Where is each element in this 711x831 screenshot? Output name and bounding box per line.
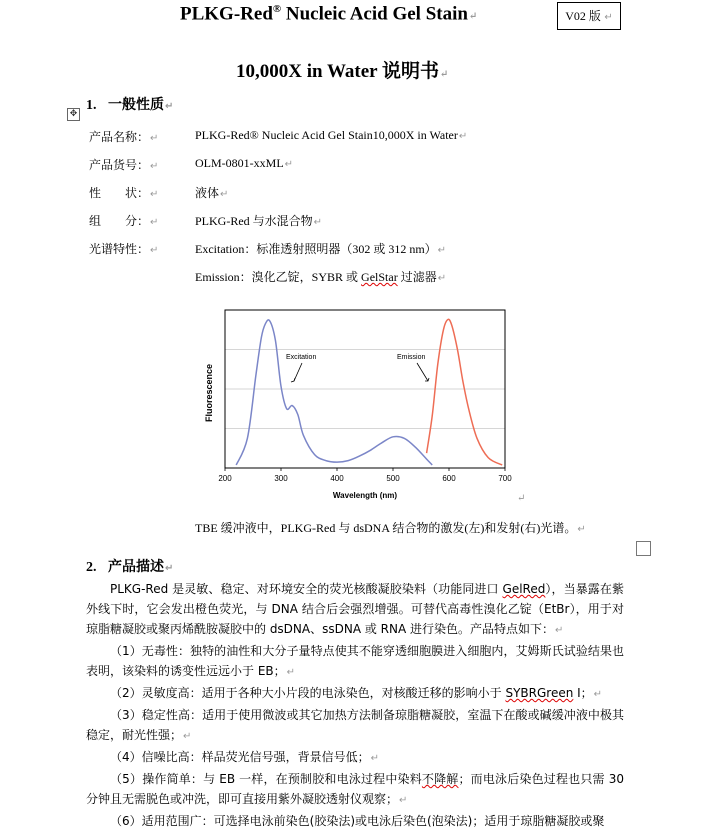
value-product-code: OLM-0801-xxML↵ (195, 156, 294, 170)
spectrum-chart (198, 305, 520, 505)
checkbox[interactable] (636, 541, 651, 556)
x-tick-label-700: 700 (498, 474, 512, 483)
x-tick-label-500: 500 (386, 474, 400, 483)
section-2-body (86, 579, 624, 831)
intro-paragraph: PLKG-Red 是灵敏、稳定、对环境安全的荧光核酸凝胶染料（功能同进口 GelRed），当暴露在紫外线下时，它会发出橙色荧光，与 DNA 结合后会强烈增强。可替代高毒性溴化乙锭（EtBr），用于对琼脂糖凝胶或聚丙烯酰胺凝胶中的 dsDNA、ssDNA 或 RNA 进行染色。产品特点如下：↵ (86, 582, 624, 636)
x-axis-label: Wavelength (nm) (332, 491, 398, 500)
section-1-heading: 1. 一般性质↵ (86, 97, 174, 113)
document-title: PLKG-Red® Nucleic Acid Gel Stain↵ (180, 3, 478, 25)
label-spectral: 光谱特性：↵ (89, 242, 159, 256)
value-product-name: PLKG-Red® Nucleic Acid Gel Stain10,000X in Water↵ (195, 128, 468, 142)
feature-3: （3）稳定性高：适用于使用微波或其它加热方法制备琼脂糖凝胶，室温下在酸或碱缓冲液中极其稳定，耐光性强；↵ (86, 708, 624, 742)
feature-4: （4）信噪比高：样品荧光信号强，背景信号低；↵ (110, 750, 380, 764)
label-product-code: 产品货号：↵ (89, 158, 159, 172)
label-appearance: 性 状：↵ (89, 186, 159, 200)
chart-grid (225, 350, 505, 429)
x-tick-label-400: 400 (330, 474, 344, 483)
emission-annotation: Emission (397, 354, 426, 361)
feature-2: （2）灵敏度高：适用于各种大小片段的电泳染色，对核酸迁移的影响小于 SYBRGreen I；↵ (110, 686, 603, 700)
value-emission: Emission：溴化乙锭，SYBR 或 GelStar 过滤器↵ (195, 270, 447, 284)
version-box: V02 版 ↵ (557, 2, 621, 30)
label-product-name: 产品名称：↵ (89, 130, 159, 144)
y-axis-label: Fluorescence (204, 363, 214, 423)
section-2-heading: 2. 产品描述↵ (86, 559, 174, 575)
chart-caption: TBE 缓冲液中，PLKG-Red 与 dsDNA 结合物的激发(左)和发射(右)光谱。↵ (195, 521, 586, 535)
feature-5: （5）操作简单：与 EB 一样，在预制胶和电泳过程中染料不降解；而电泳后染色过程也只需 30 分钟且无需脱色或冲洗，即可直接用紫外凝胶透射仪观察；↵ (86, 772, 624, 806)
value-excitation: Excitation：标准透射照明器（302 或 312 nm）↵ (195, 242, 447, 256)
feature-1: （1）无毒性：独特的油性和大分子量特点使其不能穿透细胞膜进入细胞内，艾姆斯氏试验结果也表明，该染料的诱变性远远小于 EB；↵ (86, 644, 624, 678)
x-tick-label-200: 200 (218, 474, 232, 483)
value-components: PLKG-Red 与水混合物↵ (195, 214, 323, 228)
feature-6: （6）适用范围广：可选择电泳前染色(胶染法)或电泳后染色(泡染法)；适用于琼脂糖凝胶或聚 (110, 814, 605, 828)
x-tick-label-300: 300 (274, 474, 288, 483)
emission-arrow (417, 363, 428, 381)
label-components: 组 分：↵ (89, 214, 159, 228)
x-tick-label-600: 600 (442, 474, 456, 483)
excitation-curve (236, 320, 432, 465)
table-move-handle-icon[interactable]: ✥ (67, 108, 80, 121)
excitation-arrowhead (291, 378, 295, 382)
emission-curve (427, 319, 503, 465)
excitation-annotation: Excitation (286, 354, 317, 361)
chart-return-mark: ↵ (517, 493, 526, 504)
value-appearance: 液体↵ (195, 186, 229, 200)
document-subtitle: 10,000X in Water 说明书↵ (236, 61, 449, 82)
